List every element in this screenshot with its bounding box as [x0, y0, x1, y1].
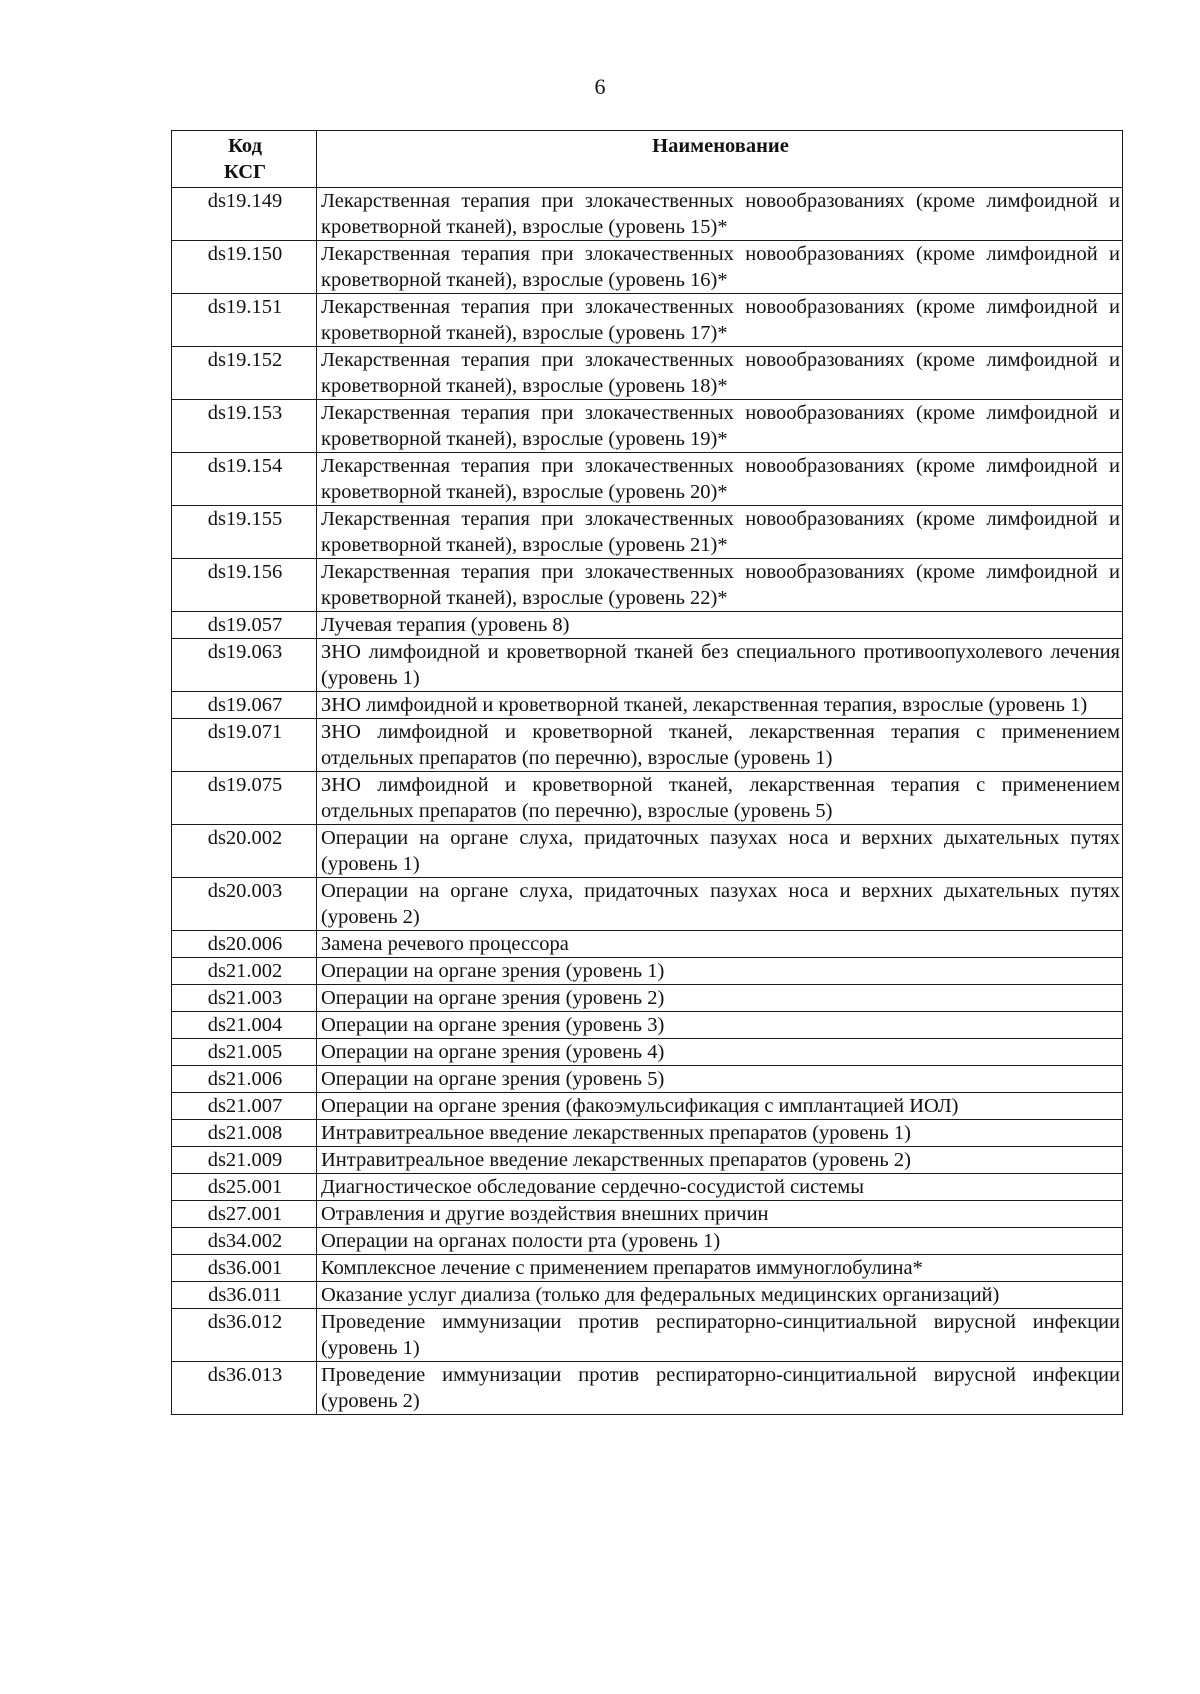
ksg-code-cell: ds20.006: [172, 931, 317, 958]
table-body: [172, 188, 1123, 1415]
ksg-name-cell: Операции на органах полости рта (уровень 1): [317, 1228, 1123, 1255]
ksg-code-cell: ds34.002: [172, 1228, 317, 1255]
table-row: [172, 1093, 1123, 1120]
table-row: [172, 692, 1123, 719]
table-row: [172, 347, 1123, 400]
table-row: [172, 1228, 1123, 1255]
table-row: [172, 825, 1123, 878]
ksg-code-cell: ds19.152: [172, 347, 317, 400]
table-row: [172, 1201, 1123, 1228]
ksg-code-cell: ds19.067: [172, 692, 317, 719]
ksg-name-cell: Отравления и другие воздействия внешних причин: [317, 1201, 1123, 1228]
table-row: [172, 719, 1123, 772]
ksg-name-cell: ЗНО лимфоидной и кроветворной тканей, лекарственная терапия с применением отдельных препаратов (по перечню), взрослые (уровень 1): [317, 719, 1123, 772]
table-row: [172, 1174, 1123, 1201]
ksg-code-cell: ds21.007: [172, 1093, 317, 1120]
ksg-name-cell: Комплексное лечение с применением препаратов иммуноглобулина*: [317, 1255, 1123, 1282]
table-row: [172, 453, 1123, 506]
ksg-code-cell: ds19.149: [172, 188, 317, 241]
ksg-name-cell: Оказание услуг диализа (только для федеральных медицинских организаций): [317, 1282, 1123, 1309]
table-header-row: [172, 131, 1123, 188]
ksg-code-cell: ds19.156: [172, 559, 317, 612]
ksg-name-cell: Операции на органе слуха, придаточных пазухах носа и верхних дыхательных путях (уровень 1): [317, 825, 1123, 878]
table-row: [172, 294, 1123, 347]
ksg-name-cell: Проведение иммунизации против респираторно-синцитиальной вирусной инфекции (уровень 1): [317, 1309, 1123, 1362]
ksg-name-cell: Лекарственная терапия при злокачественных новообразованиях (кроме лимфоидной и кроветворной тканей), взрослые (уровень 17)*: [317, 294, 1123, 347]
table-row: [172, 772, 1123, 825]
ksg-name-cell: Лекарственная терапия при злокачественных новообразованиях (кроме лимфоидной и кроветворной тканей), взрослые (уровень 18)*: [317, 347, 1123, 400]
ksg-name-cell: Операции на органе зрения (уровень 2): [317, 985, 1123, 1012]
ksg-code-cell: ds20.003: [172, 878, 317, 931]
ksg-code-cell: ds21.002: [172, 958, 317, 985]
ksg-code-cell: ds27.001: [172, 1201, 317, 1228]
header-name: Наименование: [317, 131, 1123, 188]
table-row: [172, 1362, 1123, 1415]
ksg-code-cell: ds36.011: [172, 1282, 317, 1309]
ksg-name-cell: Замена речевого процессора: [317, 931, 1123, 958]
ksg-name-cell: Лучевая терапия (уровень 8): [317, 612, 1123, 639]
ksg-name-cell: Операции на органе слуха, придаточных пазухах носа и верхних дыхательных путях (уровень 2): [317, 878, 1123, 931]
ksg-name-cell: Операции на органе зрения (уровень 5): [317, 1066, 1123, 1093]
ksg-code-cell: ds19.063: [172, 639, 317, 692]
ksg-code-cell: ds19.071: [172, 719, 317, 772]
ksg-code-cell: ds20.002: [172, 825, 317, 878]
table-row: [172, 1147, 1123, 1174]
table-row: [172, 639, 1123, 692]
ksg-code-cell: ds19.154: [172, 453, 317, 506]
ksg-code-cell: ds21.003: [172, 985, 317, 1012]
table-row: [172, 1012, 1123, 1039]
ksg-table: [171, 130, 1123, 1415]
ksg-code-cell: ds19.151: [172, 294, 317, 347]
ksg-name-cell: Диагностическое обследование сердечно-сосудистой системы: [317, 1174, 1123, 1201]
table-row: [172, 612, 1123, 639]
ksg-code-cell: ds19.075: [172, 772, 317, 825]
table-row: [172, 559, 1123, 612]
table-row: [172, 958, 1123, 985]
ksg-name-cell: Операции на органе зрения (уровень 4): [317, 1039, 1123, 1066]
ksg-name-cell: Лекарственная терапия при злокачественных новообразованиях (кроме лимфоидной и кроветворной тканей), взрослые (уровень 20)*: [317, 453, 1123, 506]
ksg-code-cell: ds21.006: [172, 1066, 317, 1093]
ksg-name-cell: Интравитреальное введение лекарственных препаратов (уровень 2): [317, 1147, 1123, 1174]
table-row: [172, 241, 1123, 294]
ksg-code-cell: ds21.005: [172, 1039, 317, 1066]
table-row: [172, 1255, 1123, 1282]
ksg-name-cell: Операции на органе зрения (факоэмульсификация с имплантацией ИОЛ): [317, 1093, 1123, 1120]
ksg-code-cell: ds19.153: [172, 400, 317, 453]
ksg-name-cell: Проведение иммунизации против респираторно-синцитиальной вирусной инфекции (уровень 2): [317, 1362, 1123, 1415]
ksg-code-cell: ds21.009: [172, 1147, 317, 1174]
ksg-name-cell: Лекарственная терапия при злокачественных новообразованиях (кроме лимфоидной и кроветворной тканей), взрослые (уровень 16)*: [317, 241, 1123, 294]
page-number: 6: [594, 74, 606, 99]
table-row: [172, 188, 1123, 241]
ksg-code-cell: ds25.001: [172, 1174, 317, 1201]
ksg-code-cell: ds21.004: [172, 1012, 317, 1039]
ksg-name-cell: Лекарственная терапия при злокачественных новообразованиях (кроме лимфоидной и кроветворной тканей), взрослые (уровень 22)*: [317, 559, 1123, 612]
ksg-name-cell: ЗНО лимфоидной и кроветворной тканей, лекарственная терапия, взрослые (уровень 1): [317, 692, 1123, 719]
table-row: [172, 400, 1123, 453]
ksg-code-cell: ds19.057: [172, 612, 317, 639]
table-row: [172, 506, 1123, 559]
ksg-name-cell: ЗНО лимфоидной и кроветворной тканей, лекарственная терапия с применением отдельных препаратов (по перечню), взрослые (уровень 5): [317, 772, 1123, 825]
ksg-code-cell: ds36.012: [172, 1309, 317, 1362]
table-row: [172, 985, 1123, 1012]
ksg-name-cell: Операции на органе зрения (уровень 3): [317, 1012, 1123, 1039]
table-row: [172, 931, 1123, 958]
ksg-code-cell: ds19.150: [172, 241, 317, 294]
ksg-code-cell: ds21.008: [172, 1120, 317, 1147]
table-row: [172, 878, 1123, 931]
ksg-code-cell: ds36.001: [172, 1255, 317, 1282]
ksg-code-cell: ds36.013: [172, 1362, 317, 1415]
ksg-name-cell: Интравитреальное введение лекарственных препаратов (уровень 1): [317, 1120, 1123, 1147]
table-row: [172, 1039, 1123, 1066]
header-code: Код КСГ: [172, 131, 317, 188]
ksg-code-cell: ds19.155: [172, 506, 317, 559]
ksg-name-cell: Лекарственная терапия при злокачественных новообразованиях (кроме лимфоидной и кроветворной тканей), взрослые (уровень 19)*: [317, 400, 1123, 453]
table-row: [172, 1282, 1123, 1309]
table-row: [172, 1309, 1123, 1362]
table-row: [172, 1066, 1123, 1093]
ksg-name-cell: Лекарственная терапия при злокачественных новообразованиях (кроме лимфоидной и кроветворной тканей), взрослые (уровень 15)*: [317, 188, 1123, 241]
ksg-name-cell: Лекарственная терапия при злокачественных новообразованиях (кроме лимфоидной и кроветворной тканей), взрослые (уровень 21)*: [317, 506, 1123, 559]
ksg-name-cell: Операции на органе зрения (уровень 1): [317, 958, 1123, 985]
ksg-name-cell: ЗНО лимфоидной и кроветворной тканей без специального противоопухолевого лечения (уровень 1): [317, 639, 1123, 692]
table-row: [172, 1120, 1123, 1147]
